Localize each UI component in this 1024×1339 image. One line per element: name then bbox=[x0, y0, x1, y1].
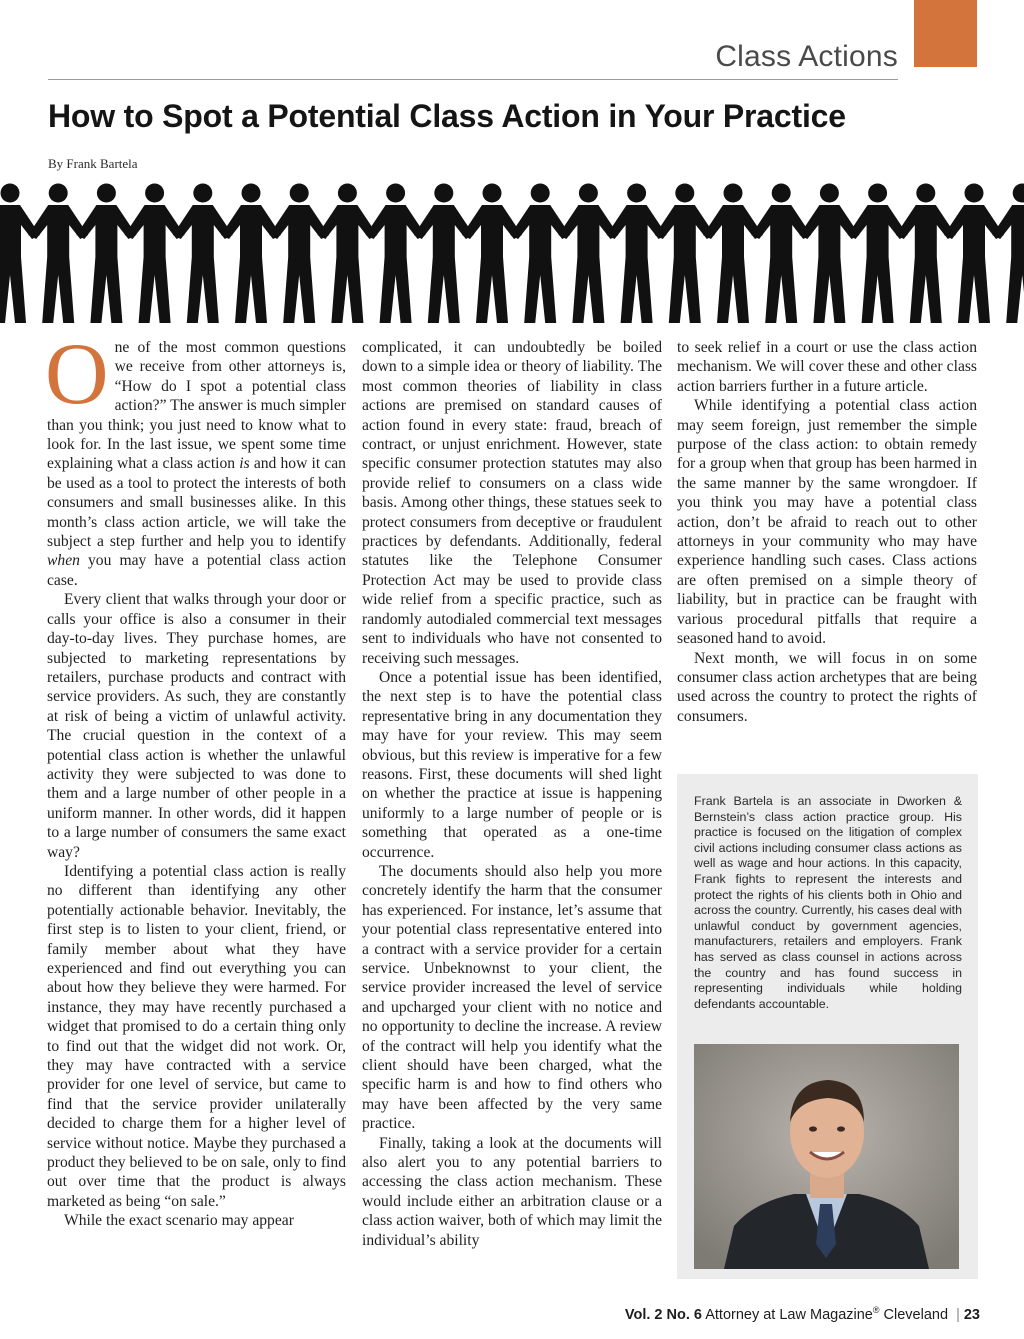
person-figure-icon bbox=[558, 184, 618, 324]
body-paragraph: While identifying a potential class action may seem foreign, just remember the simple purpose of the class action: to obtain remedy for a group when that group has been harmed in the same manner by the same wrongdoer. If you think you may have a potential class action, don’t be afraid to reach out to other attorneys in your community who may have experience handling such cases. Class actions are often premised on a simple theory of liability, but in practice can be fraught with various procedural pitfalls that require a seasoned hand to avoid. bbox=[677, 397, 977, 648]
person-figure-icon bbox=[125, 184, 185, 324]
person-figure-icon bbox=[799, 184, 859, 324]
person-figure-icon bbox=[944, 184, 1004, 324]
person-figure-icon bbox=[221, 184, 281, 324]
body-paragraph: While the exact scenario may appear bbox=[64, 1212, 294, 1230]
person-figure-icon bbox=[510, 184, 570, 324]
person-figure-icon bbox=[414, 184, 474, 324]
person-figure-icon bbox=[655, 184, 715, 324]
person-figure-icon bbox=[269, 184, 329, 324]
page-footer bbox=[625, 1305, 980, 1323]
magazine-name: Attorney at Law Magazine bbox=[705, 1306, 873, 1323]
author-portrait bbox=[694, 1044, 959, 1269]
article-column-3 bbox=[677, 338, 977, 726]
drop-cap: O bbox=[45, 326, 109, 423]
person-figure-icon bbox=[462, 184, 522, 324]
body-paragraph: Finally, taking a look at the documents will also alert you to any potential barriers to accessing the class action mechanism. These would include either an arbitration clause or a class action waiver, both of which may limit the individual’s ability bbox=[362, 1134, 662, 1249]
body-paragraph: The documents should also help you more concretely identify the harm that the consumer has experienced. For instance, let’s assume that your potential class representative entered into a contract with a service provider for a certain service. Unbeknownst to your client, the service provider increased the level of service and upcharged your client with no notice and no opportunity to decline the increase. A review of the contract will help you identify what the client should have been charged, what the specific harm is and how to find others who may have been affected by the very same practice. bbox=[362, 862, 662, 1133]
body-paragraph: Once a potential issue has been identified, the next step is to have the potential class representative bring in any documentation they may have for your review. This may seem obvious, but this review is imperative for a few reasons. First, these documents will shed light on whether the practice at issue is happening uniformly to a large number of people or is something that operated as a one-time occurrence. bbox=[362, 668, 662, 861]
author-bio-box bbox=[677, 774, 978, 1279]
person-figure-icon bbox=[992, 184, 1024, 324]
people-holding-hands-icon bbox=[0, 183, 1024, 325]
person-figure-icon bbox=[0, 184, 40, 324]
person-figure-icon bbox=[317, 184, 377, 324]
byline: By Frank Bartela bbox=[48, 156, 138, 171]
person-figure-icon bbox=[703, 184, 763, 324]
intro-paragraph: One of the most common questions we receive from other attorneys is, “How do I spot a potential class action?” The answer is much simpler than you think; you just need to know what to look for. In the last issue, we spent some time explaining what a class action is and how it can be used as a tool to protect the interests of both consumers and small businesses alike. In this month’s class action article, we will take the subject a step further and help you to identify when you may have a potential class action case. bbox=[45, 326, 346, 589]
section-label: Class Actions bbox=[715, 40, 898, 73]
person-figure-icon bbox=[896, 184, 956, 324]
article-column-1 bbox=[45, 326, 346, 1231]
person-figure-icon bbox=[848, 184, 908, 324]
body-paragraph: complicated, it can undoubtedly be boiled down to a simple idea or theory of liability. The most common theories of liability in class actions are premised on standard causes of action found in every state: fraud, breach of contract, or unjust enrichment. However, state specific consumer protection statutes may also provide relief to consumers on a class wide basis. Among other things, these statues seek to protect consumers from deceptive or fraudulent practices by defendants. Additionally, federal statutes like the Telephone Consumer Protection Act may be used to provide class wide relief from a specific practice, such as randomly autodialed commercial text messages sent to individuals who have not consented to receiving such messages. bbox=[362, 339, 662, 667]
body-paragraph: Every client that walks through your door or calls your office is also a consumer in their day-to-day lives. They purchase homes, are subjected to marketing representations by retailers, purchase products and contract with service providers. As such, they are constantly at risk of being a victim of unlawful activity. The crucial question in the context of a potential class action is whether the unlawful activity they were subjected to was done to them and a large number of other people in a uniform manner. In other words, did it happen to a large number of consumers the same exact way? bbox=[47, 591, 346, 861]
registered-mark: ® bbox=[872, 1305, 880, 1315]
issue-number: Vol. 2 No. 6 bbox=[624, 1306, 702, 1323]
section-accent-bar bbox=[914, 0, 977, 67]
person-figure-icon bbox=[366, 184, 426, 324]
author-bio-text: Frank Bartela is an associate in Dworken & Bernstein’s class action practice group. His practice is focused on the litigation of complex civil actions including consumer class actions as well as wage and hour actions. In this capacity, Frank fights to represent the interests and protect the rights of his clients both in Ohio and across the country. Currently, his cases deal with unlawful conduct by government agencies, manufacturers, retailers and employers. Frank has served as class counsel in actions across the country and has found success in representing individuals while holding defendants accountable. bbox=[694, 794, 962, 1011]
body-paragraph: Next month, we will focus in on some consumer class action archetypes that are being used across the country to protect the rights of consumers. bbox=[677, 649, 977, 725]
article-column-2 bbox=[362, 338, 662, 1250]
person-figure-icon bbox=[28, 184, 88, 324]
section-divider bbox=[48, 79, 898, 80]
person-figure-icon bbox=[751, 184, 811, 324]
footer-separator: | bbox=[956, 1306, 960, 1323]
body-paragraph: to seek relief in a court or use the class action mechanism. We will cover these and other class action barriers further in a future article. bbox=[677, 339, 977, 395]
person-figure-icon bbox=[76, 184, 136, 324]
page-number: 23 bbox=[963, 1306, 980, 1323]
article-title: How to Spot a Potential Class Action in Your Practice bbox=[48, 98, 846, 134]
magazine-city: Cleveland bbox=[883, 1306, 949, 1323]
person-figure-icon bbox=[173, 184, 233, 324]
body-paragraph: Identifying a potential class action is really no different than identifying any other potentially actionable behavior. Inevitably, the first step is to listen to your client, friend, or family member about what they have experienced and find out everything you can about how they believe they were harmed. For instance, they may have recently purchased a widget that promised to do a certain thing only to find out that the widget did not work. Or, they may have contracted with a service provider for one level of service, but came to find that the service provider unilaterally decided to charge them for a higher level of service without notice. Maybe they purchased a product they believed to be on sale, only to find out over time that the product is always marketed as being “on sale.” bbox=[47, 862, 346, 1210]
person-figure-icon bbox=[607, 184, 667, 324]
